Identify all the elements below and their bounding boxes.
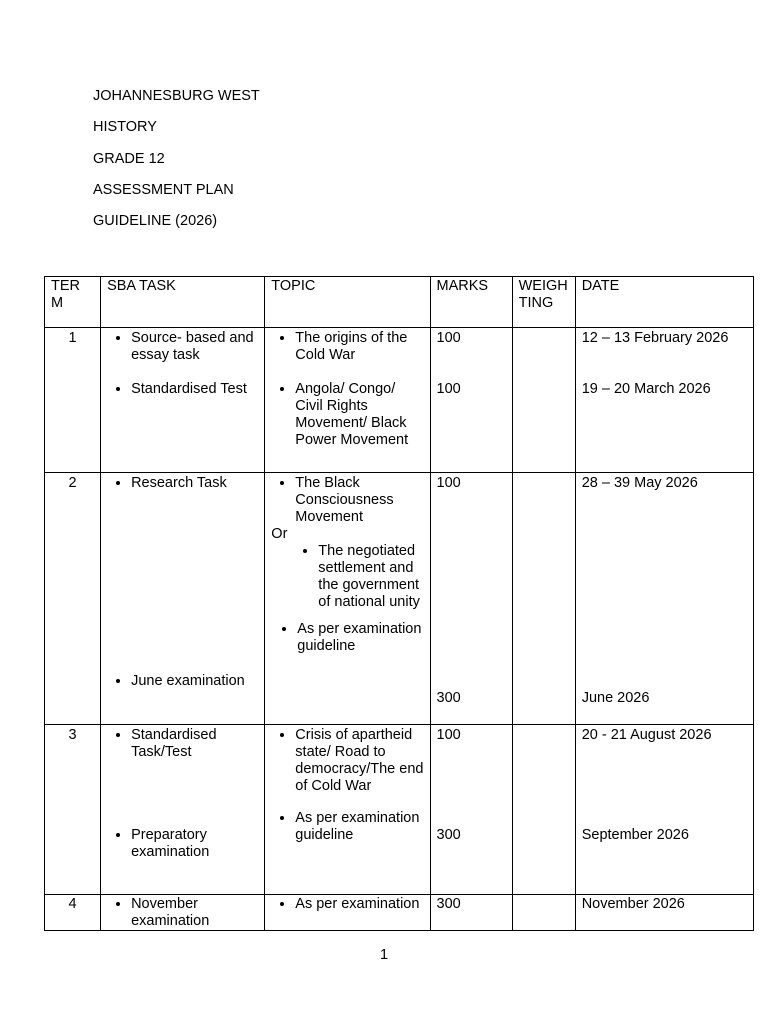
topic-cell [265,328,430,473]
term-cell: 2 [45,473,101,725]
list-item: • As per examination [295,896,423,913]
term-cell: 4 [45,895,101,931]
district-name: JOHANNESBURG WEST [93,88,260,104]
or-label: Or [271,526,288,542]
list-item: • Angola/ Congo/ Civil Rights Movement/ Black Power Movement [295,381,423,449]
marks-cell [430,328,512,473]
topic-cell [265,473,430,725]
date-value: June 2026 [581,690,650,706]
weighting-cell [512,895,575,931]
list-item: • The Black Consciousness Movement [295,475,423,526]
weighting-cell [512,725,575,895]
weighting-cell [512,473,575,725]
date-value: 28 – 39 May 2026 [581,475,698,491]
marks-cell [430,895,512,931]
header-topic: TOPIC [265,277,430,328]
weighting-cell [512,328,575,473]
list-item: • Standardised Task/Test [131,727,258,761]
marks-value: 300 [436,690,461,706]
date-cell [575,328,753,473]
list-item: • Preparatory examination [131,827,258,861]
header-date: DATE [575,277,753,328]
date-value: November 2026 [581,896,685,912]
list-item: • Source- based and essay task [131,330,258,364]
header-marks: MARKS [430,277,512,328]
subject-name: HISTORY [93,119,157,136]
marks-cell [430,725,512,895]
list-item: • Research Task [131,475,258,492]
term-cell: 1 [45,328,101,473]
task-cell [101,725,265,895]
list-item: • Standardised Test [131,381,258,398]
list-item: • June examination [131,673,258,690]
date-value: September 2026 [581,827,689,843]
header-weighting: WEIGH TING [512,277,575,328]
document-title: ASSESSMENT PLAN [93,181,234,198]
grade-label: GRADE 12 [93,150,165,167]
topic-cell [265,725,430,895]
table-header-row [45,277,754,328]
term-cell: 3 [45,725,101,895]
table-row [45,725,754,895]
list-item: • As per examination guideline [295,810,423,844]
marks-value: 100 [436,727,461,743]
date-value: 19 – 20 March 2026 [581,381,711,397]
task-cell [101,473,265,725]
list-item: • November examination [131,896,258,930]
marks-value: 300 [436,827,461,843]
date-value: 20 - 21 August 2026 [581,727,712,743]
topic-cell [265,895,430,931]
date-value: 12 – 13 February 2026 [581,330,729,346]
date-cell [575,473,753,725]
list-item: • The negotiated settlement and the government of national unity [318,543,423,611]
list-item: • Crisis of apartheid state/ Road to democracy/The end of Cold War [295,727,423,795]
list-item: • The origins of the Cold War [295,330,423,364]
marks-cell [430,473,512,725]
task-cell [101,895,265,931]
table-row [45,895,754,931]
marks-value: 300 [436,896,461,912]
table-row [45,473,754,725]
document-subtitle: GUIDELINE (2026) [93,213,218,230]
table-row [45,328,754,473]
marks-value: 100 [436,475,461,491]
header-term: TER M [45,277,101,328]
page-number: 1 [379,947,389,963]
marks-value: 100 [436,330,461,346]
date-cell [575,725,753,895]
marks-value: 100 [436,381,461,397]
assessment-plan-table [44,276,754,931]
header-sba-task: SBA TASK [101,277,265,328]
list-item: • As per examination guideline [297,621,423,655]
date-cell [575,895,753,931]
document-header [93,86,260,242]
task-cell [101,328,265,473]
